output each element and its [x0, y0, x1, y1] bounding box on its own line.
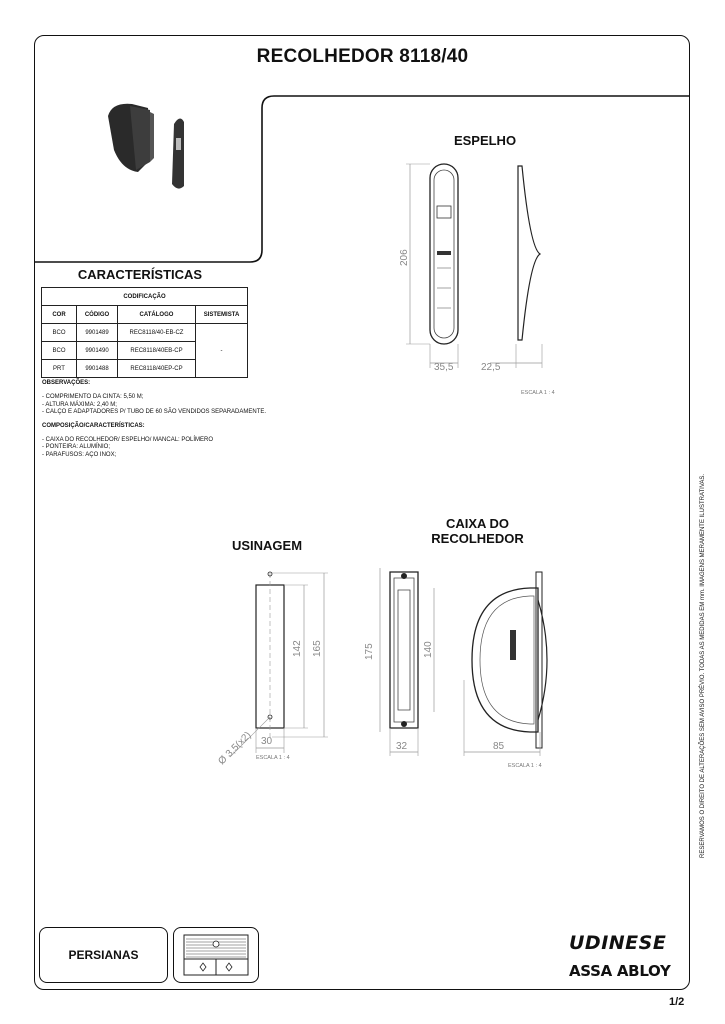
- usinagem-title: USINAGEM: [231, 538, 303, 553]
- table-cell: REC8118/40EB-CP: [118, 342, 196, 360]
- blind-icon-box: [173, 927, 259, 983]
- observacoes-heading: OBSERVAÇÕES:: [42, 380, 91, 386]
- caixa-title: CAIXA DO RECOLHEDOR: [431, 516, 524, 546]
- legal-note: RESERVAMOS O DIREITO DE ALTERAÇÕES SEM AVISO PRÉVIO. TODAS AS MEDIDAS EM mm. IMAGENS MERAMENTE ILUSTRATIVAS.: [700, 473, 706, 858]
- dim-usinagem-width: 30: [261, 736, 273, 747]
- dim-espelho-height: 206: [399, 249, 410, 266]
- observacao-item: - COMPRIMENTO DA CINTA: 5,50 M;: [42, 394, 144, 401]
- table-cell: 9901490: [77, 342, 118, 360]
- table-header: SISTEMISTA: [196, 306, 248, 324]
- table-cell: 9901488: [77, 360, 118, 378]
- dim-usinagem-outer: 165: [312, 640, 323, 657]
- udinese-logo: UDINESE: [569, 932, 667, 954]
- caixa-scale: ESCALA 1 : 4: [508, 763, 542, 769]
- table-cell: -: [196, 324, 248, 378]
- table-cell: 9901489: [77, 324, 118, 342]
- table-header: CATÁLOGO: [118, 306, 196, 324]
- table-header: COR: [42, 306, 77, 324]
- assa-abloy-logo: ASSA ABLOY: [569, 962, 671, 980]
- table-cell: BCO: [42, 324, 77, 342]
- dim-usinagem-inner: 142: [292, 640, 303, 657]
- dim-caixa-height: 175: [364, 643, 375, 660]
- dim-espelho-depth: 22,5: [481, 362, 501, 373]
- table-caption: CODIFICAÇÃO: [42, 288, 248, 306]
- table-cell: PRT: [42, 360, 77, 378]
- table-cell: BCO: [42, 342, 77, 360]
- dim-usinagem-hole: Ø 3,5(x2): [216, 729, 254, 768]
- composicao-item: - PARAFUSOS: AÇO INOX;: [42, 451, 117, 458]
- table-cell: REC8118/40EP-CP: [118, 360, 196, 378]
- observacao-item: - CALÇO E ADAPTADORES P/ TUBO DE 60 SÃO VENDIDOS SEPARADAMENTE.: [42, 409, 267, 416]
- page-title: RECOLHEDOR 8118/40: [256, 46, 469, 67]
- dim-caixa-width: 32: [396, 741, 408, 752]
- table-header: CÓDIGO: [77, 306, 118, 324]
- usinagem-scale: ESCALA 1 : 4: [256, 755, 290, 761]
- table-cell: REC8118/40-EB-CZ: [118, 324, 196, 342]
- dim-caixa-depth: 85: [493, 741, 505, 752]
- espelho-title: ESPELHO: [453, 133, 517, 148]
- composicao-heading: COMPOSIÇÃO/CARACTERÍSTICAS:: [42, 422, 145, 429]
- observacao-item: - ALTURA MÁXIMA: 2,40 M;: [42, 401, 117, 408]
- composicao-item: - PONTEIRA: ALUMÍNIO;: [42, 444, 111, 451]
- caracteristicas-title: CARACTERÍSTICAS: [77, 267, 203, 282]
- page-number: 1/2: [669, 996, 685, 1008]
- dim-espelho-width: 35,5: [434, 362, 454, 373]
- category-label: PERSIANAS: [39, 927, 168, 983]
- blind-icon: [182, 933, 250, 977]
- espelho-scale: ESCALA 1 : 4: [521, 390, 555, 396]
- composicao-item: - CAIXA DO RECOLHEDOR/ ESPELHO/ MANCAL: POLÍMERO: [42, 437, 214, 444]
- dim-caixa-inner: 140: [423, 641, 434, 658]
